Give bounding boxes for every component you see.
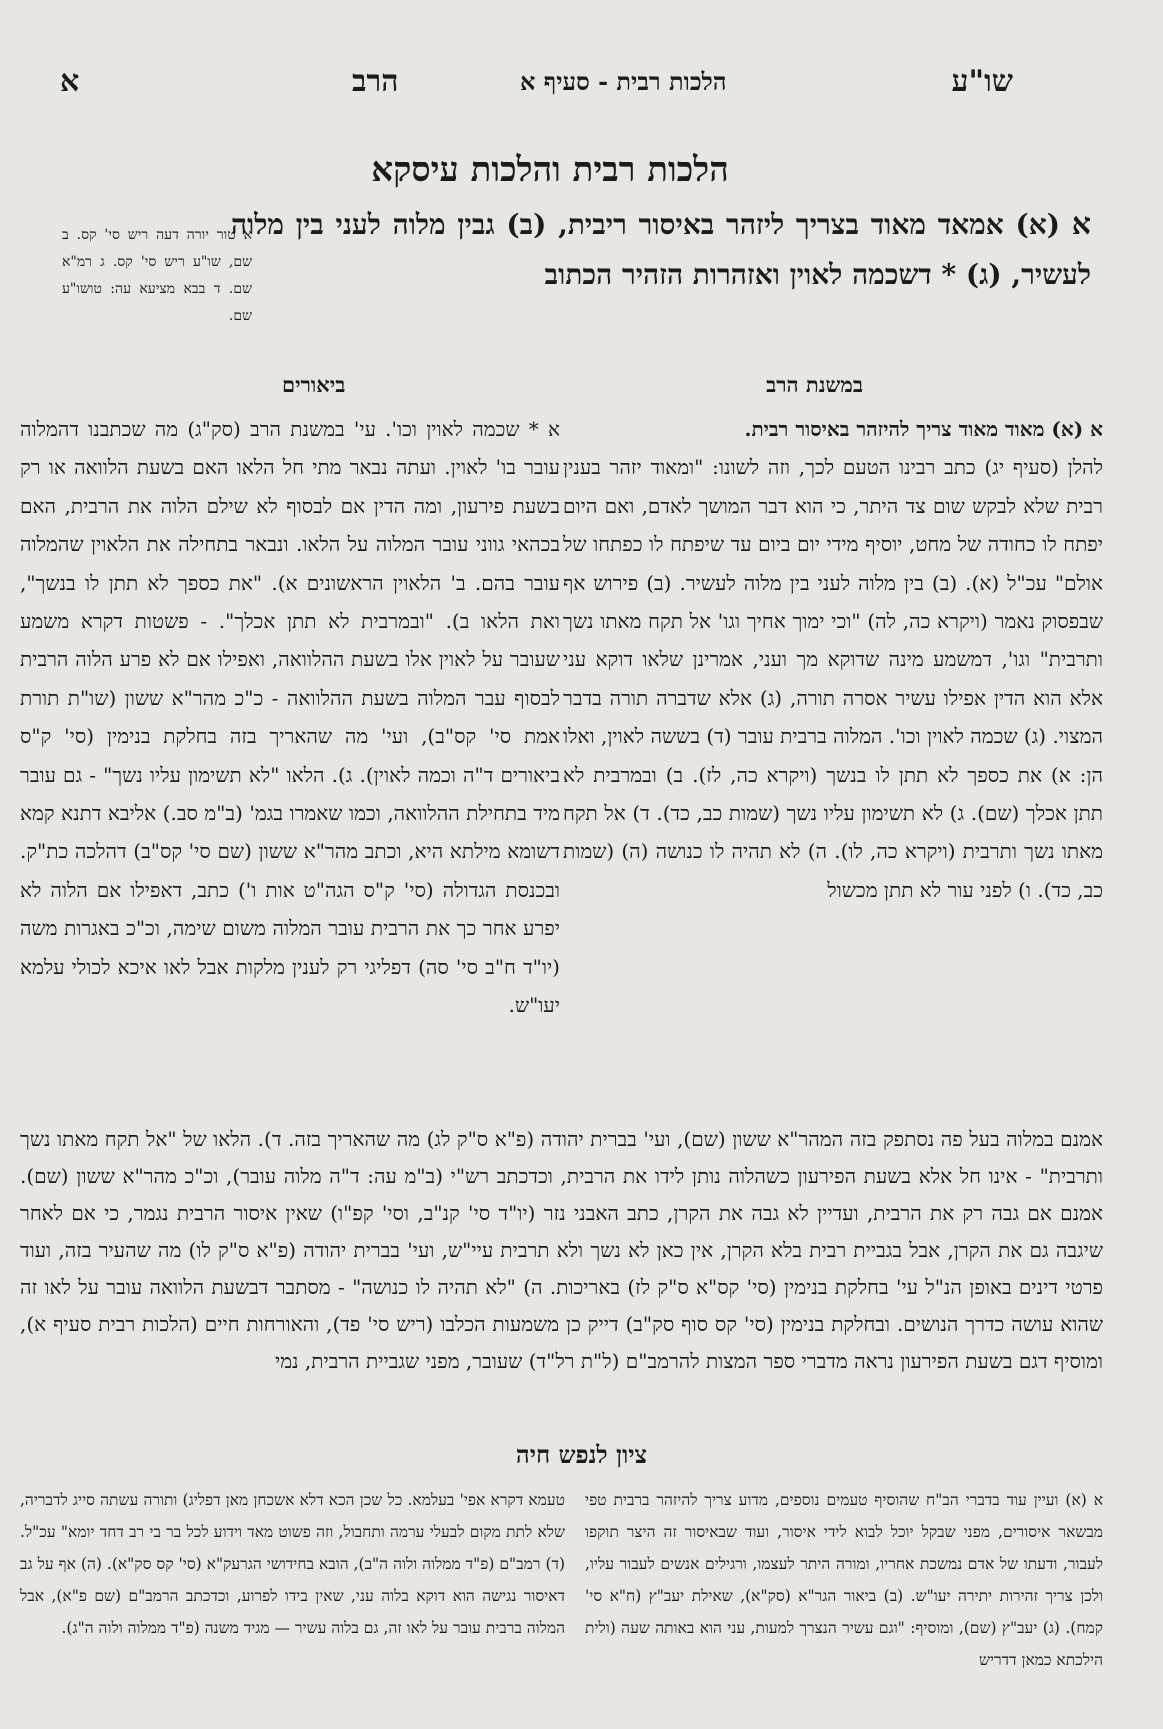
zion-right-column	[585, 1484, 1103, 1676]
source-notes: א טור יורה דעה ריש סי' קס. ב שם, שו"ע ריש סי' קס. ג רמ"א שם. ד בבא מציעא עה: טושו"ע שם.	[62, 227, 252, 324]
right-column-heading: במשנת הרב	[766, 372, 863, 397]
continuation-text	[20, 1121, 1103, 1380]
main-rule	[231, 200, 1091, 300]
continuation-body: אמנם במלוה בעל פה נסתפק בזה המהר"א ששון (שם), ועי' בברית יהודה (פ"א ס"ק לג) מה שהאריך בזה. ד). הלאו של "אל תקח מאתו נשך ותרבית" - אינו חל אלא בשעת הפירעון כשהלוה נותן לידו את הרבית, וכדכתב רש"י (ב"מ עה: ד"ה מלוה עובר), וכ"כ מהר"א ששון (שם). אמנם אם גבה רק את הרבית, ועדיין לא גבה את הקרן, כתב האבני נזר (יו"ד סי' קנ"ב, וסי' קפ"ו) שאין איסור הרבית נגמר, כי אם לאחר שיגבה גם את הקרן, אבל בגביית רבית בלא הקרן, אין כאן לא נשך ולא תרבית עיי"ש, ועי' בברית יהודה (פ"א ס"ק לו) מה שהעיר בזה, ועוד פרטי דינים באופן הנ"ל עי' בחלקת בנימין (סי' קס"א ס"ק לז) באריכות. ה) "לא תהיה לו כנושה" - מסתבר דבשעת הלוואה עובר על לאו זה שהוא עושה כדרך הנושים. ובחלקת בנימין (סי' קס סוף סק"ב) דייק כן משמעות הכלבו (ריש סי' פד), והאורחות חיים (הלכות רבית סעיף א), ומוסיף דגם בשעת הפירעון נראה מדברי ספר המצות להרמב"ם (ל"ת רל"ד) שעובר, מפני שגביית הרבית, נמי	[20, 1127, 1103, 1373]
mishnat-harav-lead: א (א) מאוד מאוד צריך להיזהר באיסור רבית.	[744, 417, 1103, 441]
biurim-body: א * שכמה לאוין וכו'. עי' במשנת הרב (סק"ג) מה שכתבנו דהמלוה עובר בו' לאוין. ועתה נבאר מתי חל הלאו האם בשעת הלוואה או רק בשעת פירעון, ומה הדין אם לבסוף לא שילם הלוה את הרבית, האם בכהאי גווני עובר המלוה על הלאו. ונבאר בתחילה את הלאוין שהמלוה עובר בהם. ב' הלאוין הראשונים א). "את כספך לא תתן לו בנשך", ואת הלאו ב). "ובמרבית לא תתן אכלך". - פשטות דקרא משמע שעובר על לאוין אלו בשעת ההלוואה, ואפילו אם לא פרע הלוה הרבית לבסוף עבר המלוה בשעת ההלוואה - כ"כ מהר"א ששון (שו"ת תורת אמת סי' קס"ב), ועי' מה שהאריך בזה בחלקת בנימין (סי' ק"ס ביאורים ד"ה וכמה לאוין). ג). הלאו "לא תשימון עליו נשך" - גם עובר מיד בתחילת ההלוואה, וכמו שאמרו בגמ' (ב"מ סב.) אליבא דתנא קמא דשומא מילתא היא, וכתב מהר"א ששון (שם סי' קס"ב) דהלכה כת"ק. ובכנסת הגדולה (סי' ק"ס הגה"ט אות ו') כתב, דאפילו אם הלוה לא יפרע אחר כך את הרבית עובר המלוה משום שימה, וכ"כ באגרות משה (יו"ד ח"ב סי' סה) דפליגי רק לענין מלקות אבל לאו איכא לכולי עלמא יעו"ש.	[20, 417, 560, 1018]
biurim-column	[20, 410, 560, 1025]
left-column-heading: ביאורים	[282, 372, 346, 397]
page-title: הלכות רבית והלכות עיסקא	[371, 150, 729, 190]
zion-right-text: א (א) ועיין עוד בדברי הב"ח שהוסיף טעמים נוספים, מדוע צריך להיזהר ברבית טפי מבשאר איסורים, מפני שבקל יוכל לבוא לידי איסור, ועוד שבאיסור זה היצר תוקפו לעבור, ודעתו של אדם נמשכת אחריו, ומורה היתר לעצמו, ורגילים אנשים לעבור עליו, ולכן צריך זהירות יתירה יעו"ש. (ב) ביאור הגר"א (סק"א), שאילת יעב"ץ (ח"א סי' קמח). (ג) יעב"ץ (שם), ומוסיף: "וגם עשיר הנצרך למעות, עני הוא באותה שעה (ולית הילכתא כמאן דדריש	[585, 1491, 1103, 1669]
mishnat-harav-body: להלן (סעיף יג) כתב רבינו הטעם לכך, וזה לשונו: "ומאוד יזהר בענין רבית שלא לבקש שום צד היתר, כי הוא דבר המושך לאדם, ואם היום יפתח לו כחודה של מחט, יוסיף מידי יום ביום עד שיפתח לו כפתחו של אולם" עכ"ל (א). (ב) בין מלוה לעני בין מלוה לעשיר. (ב) פירוש אף שבפסוק נאמר (ויקרא כה, לה) "וכי ימוך אחיך וגו' אל תקח מאתו נשך ותרבית" וגו', דמשמע מינה שדוקא מך ועני, אמרינן שלאו דוקא עני אלא הוא הדין אפילו עשיר אסרה תורה, (ג) אלא שדברה תורה בדבר המצוי. (ג) שכמה לאוין וכו'. המלוה ברבית עובר (ד) בששה לאוין, ואלו הן: א) את כספך לא תתן לו בנשך (ויקרא כה, לז). ב) ובמרבית לא תתן אכלך (שם). ג) לא תשימון עליו נשך (שמות כב, כד). ד) אל תקח מאתו נשך ותרבית (ויקרא כה, לו). ה) לא תהיה לו כנושה (ה) (שמות כב, כד). ו) לפני עור לא תתן מכשול	[563, 455, 1103, 902]
header-shulchan-aruch: שו"ע	[951, 64, 1013, 99]
main-rule-letter: א	[1071, 207, 1092, 242]
zion-heading: ציון לנפש חיה	[515, 1440, 648, 1469]
header-book-name: הרב	[352, 64, 399, 99]
zion-left-column	[20, 1484, 565, 1644]
page-number-letter: א	[60, 64, 80, 99]
zion-left-text: טעמא דקרא אפי' בעלמא. כל שכן הכא דלא אשכחן מאן דפליג) ותורה עשתה סייג לדבריה, שלא לתת מקום לבעלי ערמה ותחבול, וזה פשוט מאד וידוע לכל בר בי רב דחד יומא" עכ"ל. (ד) רמב"ם (פ"ד ממלוה ולוה ה"ב), הובא בחידושי הגרעק"א (סי' קס סק"א). (ה) אף על גב דאיסור נגישה הוא דוקא בלוה עני, שאין בידו לפרוע, וכדכתב הרמב"ם (שם פ"א), אבל המלוה ברבית עובר על לאו זה, גם בלוה עשיר — מגיד משנה (פ"ד ממלוה ולוה ה"ג).	[20, 1491, 565, 1637]
header-section: הלכות רבית - סעיף א	[520, 67, 727, 96]
main-rule-text: (א) אמאד מאוד בצריך ליזהר באיסור ריבית, (ב) גבין מלוה לעני בין מלוה לעשיר, (ג) * דשכמה לאוין ואזהרות הזהיר הכתוב	[231, 208, 1091, 291]
mishnat-harav-column	[563, 410, 1103, 909]
